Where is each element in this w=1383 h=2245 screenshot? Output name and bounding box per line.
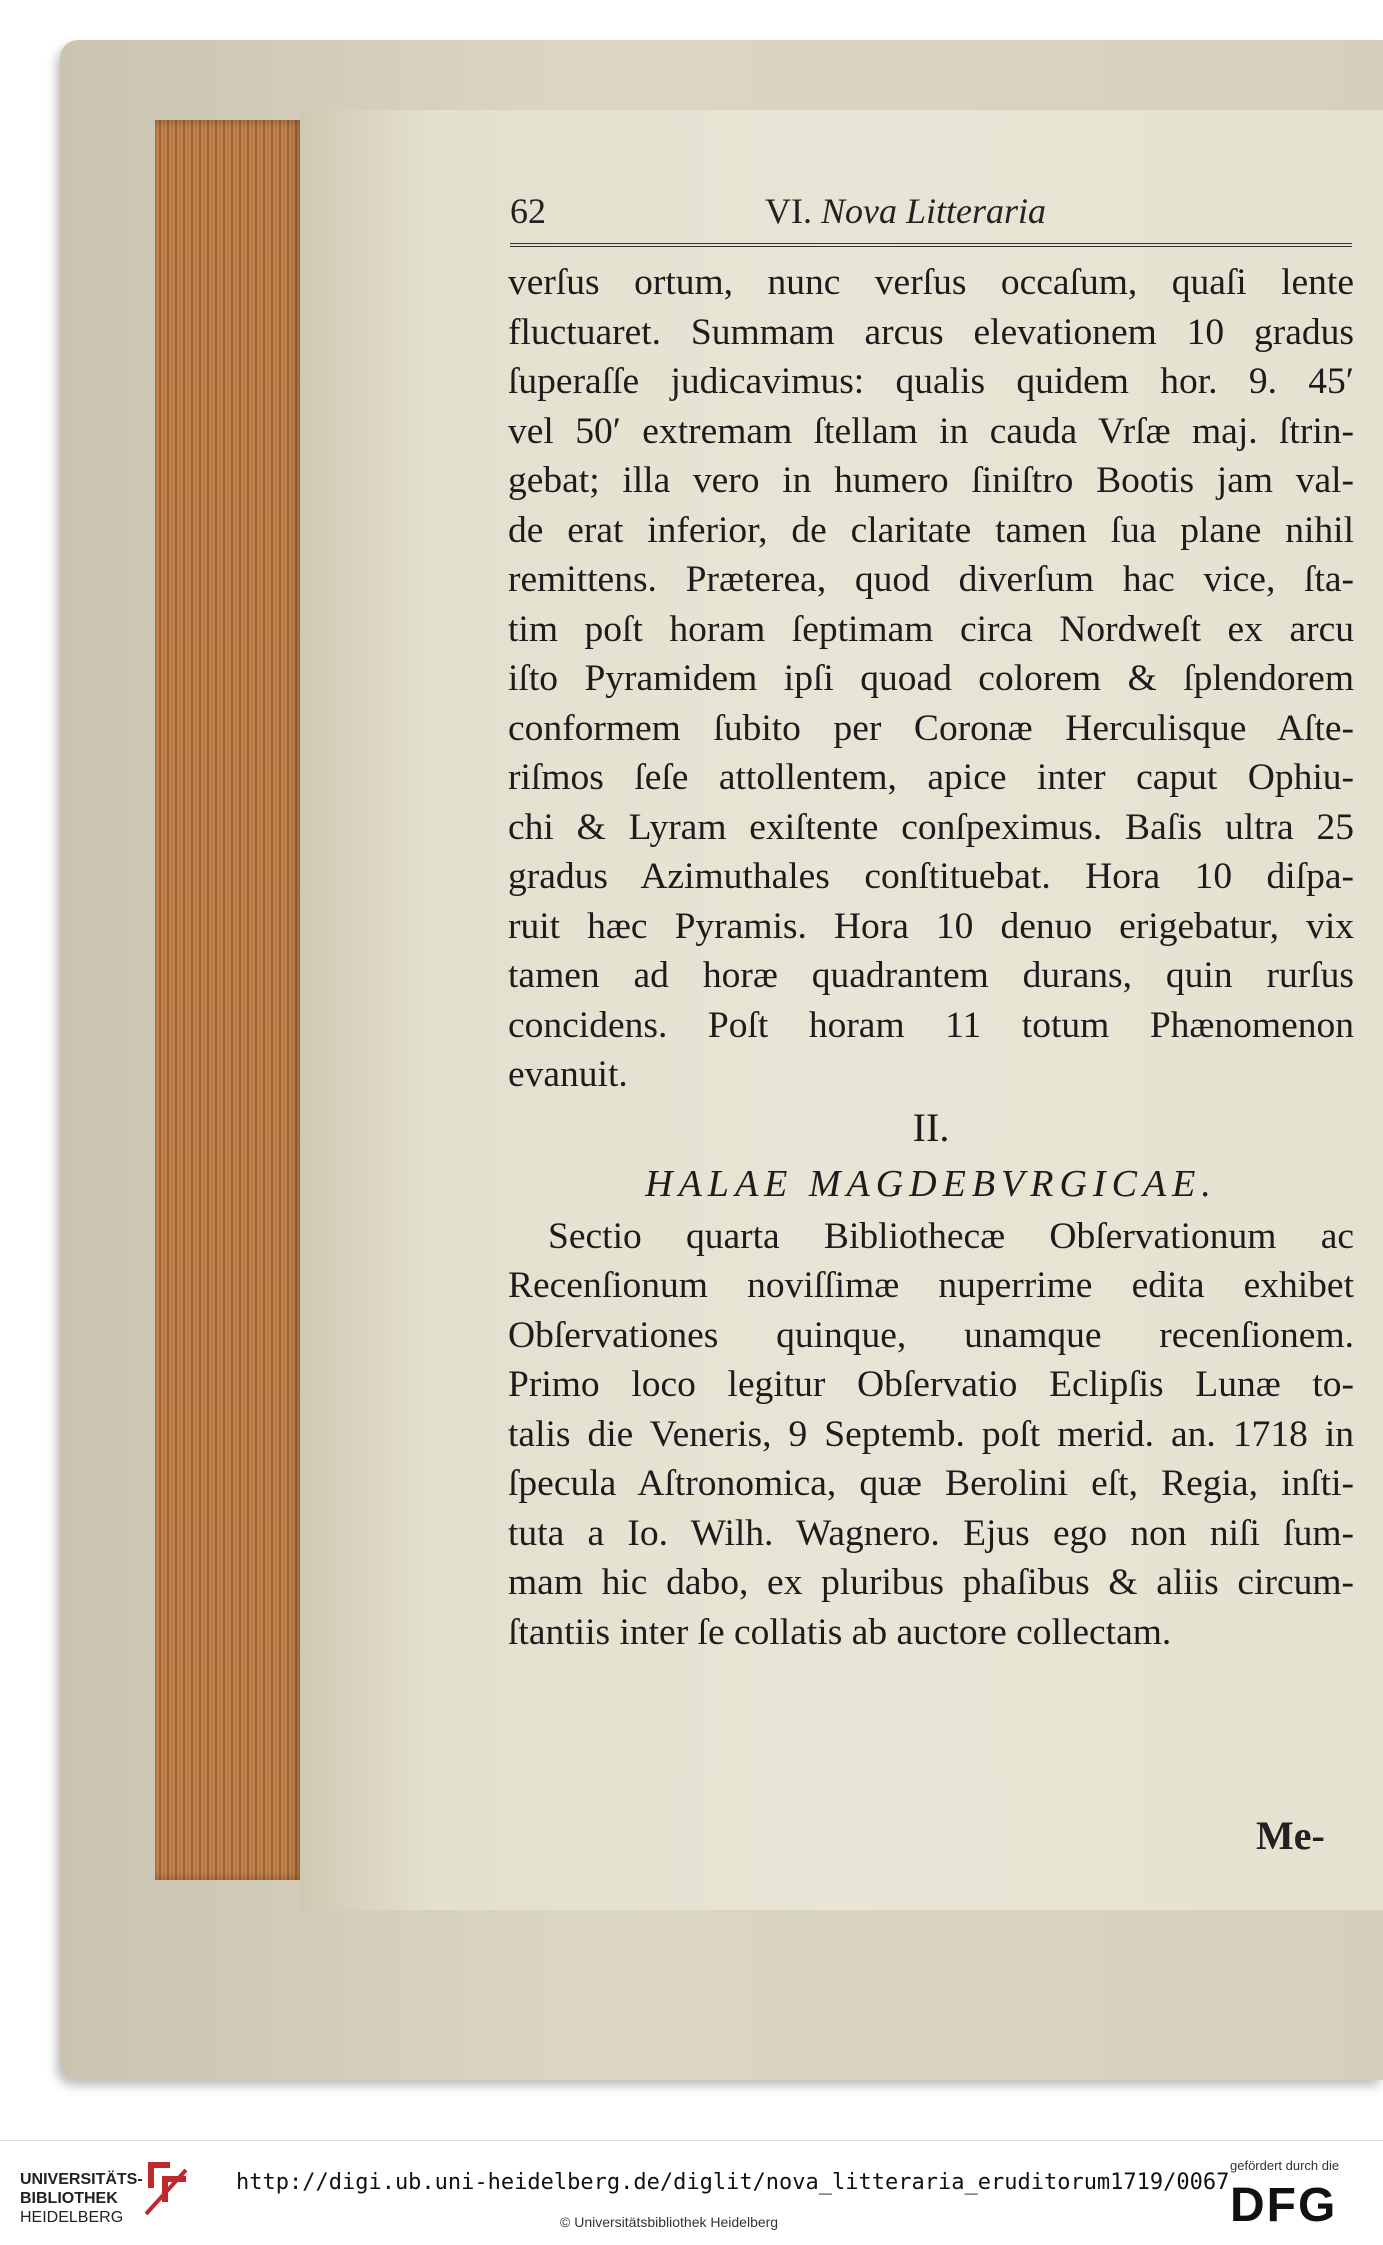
text-line: ſtantiis inter ſe collatis ab auctore collectam. [508, 1611, 1172, 1653]
text-line: de erat inferior, de claritate tamen ſua plane nihil [508, 509, 1354, 551]
text-line: fluctuaret. Summam arcus elevationem 10 gradus [508, 311, 1354, 353]
text-line: ſuperaſſe judicavimus: qualis quidem hor. 9. 45′ [508, 361, 1354, 402]
text-line: Obſervationes quinque, unamque recenſionem. [508, 1314, 1354, 1356]
funding-label: gefördert durch die [1230, 2158, 1340, 2173]
library-logo-icon [140, 2158, 192, 2220]
running-head-prefix: VI. [765, 191, 812, 231]
text-line: gebat; illa vero in humero ſiniſtro Bootis jam val- [508, 460, 1354, 501]
text-line: concidens. Poſt horam 11 totum Phænomenon [508, 1004, 1354, 1046]
library-line3: HEIDELBERG [20, 2209, 124, 2226]
text-line: remittens. Præterea, quod diverſum hac vice, ſta- [508, 559, 1354, 600]
section-number: II. [912, 1104, 950, 1150]
running-head [765, 190, 1046, 232]
text-line: Recenſionum noviſſimæ nuperrime edita exhibet [508, 1265, 1354, 1306]
header-rule [510, 243, 1352, 247]
text-line: Sectio quarta Bibliothecæ Obſervationum ac [548, 1215, 1354, 1257]
copyright-notice: © Universitätsbibliothek Heidelberg [560, 2214, 779, 2230]
page-edges [155, 120, 305, 1880]
text-line: Primo loco legitur Obſervatio Eclipſis Lunæ to- [508, 1364, 1354, 1405]
text-line: talis die Veneris, 9 Septemb. poſt merid. an. 1718 in [508, 1413, 1354, 1455]
text-line: vel 50′ extremam ſtellam in cauda Vrſæ maj. ſtrin- [508, 410, 1354, 452]
text-line: tuta a Io. Wilh. Wagnero. Ejus ego non niſi ſum- [508, 1512, 1354, 1554]
page-number: 62 [510, 191, 546, 231]
text-line: conformem ſubito per Coronæ Herculisque Aſte- [508, 707, 1354, 749]
library-logo-text[interactable] [20, 2170, 143, 2227]
paragraph-halae [508, 1212, 1354, 1658]
text-line: mam hic dabo, ex pluribus phaſibus & aliis circum- [508, 1562, 1354, 1603]
text-line: tim poſt horam ſeptimam circa Nordweſt ex arcu [508, 608, 1354, 650]
paragraph-observation [508, 258, 1354, 1100]
library-line2: BIBLIOTHEK [20, 2190, 118, 2207]
text-line: tamen ad horæ quadrantem durans, quin rurſus [508, 955, 1354, 996]
dfg-logo[interactable]: DFG [1230, 2179, 1338, 2232]
text-line: ruit hæc Pyramis. Hora 10 denuo erigebatur, vix [508, 905, 1354, 947]
running-head-title: Nova Litteraria [821, 191, 1047, 231]
text-line: ſpecula Aſtronomica, quæ Berolini eſt, Regia, inſti- [508, 1463, 1354, 1504]
text-line: evanuit. [508, 1054, 628, 1095]
permalink-url[interactable]: http://digi.ub.uni-heidelberg.de/diglit/nova_litteraria_eruditorum1719/0067 [236, 2170, 1230, 2195]
catchword: Me- [1256, 1813, 1325, 1858]
library-line1: UNIVERSITÄTS- [20, 2171, 143, 2188]
page-header [510, 190, 1350, 230]
text-line: gradus Azimuthales conſtituebat. Hora 10 diſpa- [508, 856, 1354, 897]
text-line: chi & Lyram exiſtente conſpeximus. Baſis ultra 25 [508, 806, 1354, 848]
text-line: riſmos ſeſe attollentem, apice inter caput Ophiu- [508, 757, 1354, 798]
text-line: iſto Pyramidem ipſi quoad colorem & ſplendorem [508, 658, 1354, 699]
body-text [508, 258, 1354, 1657]
section-title: HALAE MAGDEBVRGICAE. [645, 1162, 1217, 1205]
text-line: verſus ortum, nunc verſus occaſum, quaſi lente [508, 262, 1354, 303]
